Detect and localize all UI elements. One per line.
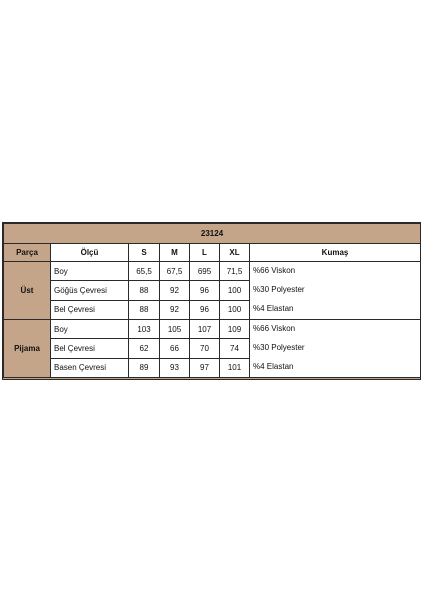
value-xl: 74 xyxy=(220,339,250,358)
header-size-xl: XL xyxy=(220,244,250,262)
measure-cell: Boy xyxy=(51,262,129,281)
header-olcu: Ölçü xyxy=(51,244,129,262)
fabric-line: %4 Elastan xyxy=(253,362,294,371)
value-xl: 100 xyxy=(220,281,250,300)
value-l: 107 xyxy=(190,320,220,339)
measure-cell: Bel Çevresi xyxy=(51,300,129,319)
value-l: 96 xyxy=(190,300,220,319)
value-m: 105 xyxy=(160,320,190,339)
value-l: 70 xyxy=(190,339,220,358)
fabric-line: %66 Viskon xyxy=(253,266,296,275)
value-l: 695 xyxy=(190,262,220,281)
value-s: 88 xyxy=(129,281,160,300)
fabric-cell xyxy=(250,320,421,378)
size-chart-table xyxy=(3,223,421,378)
fabric-line: %4 Elastan xyxy=(253,304,294,313)
group-label-ust: Üst xyxy=(4,262,51,320)
value-xl: 109 xyxy=(220,320,250,339)
table-row xyxy=(4,320,421,339)
fabric-line: %30 Polyester xyxy=(253,285,305,294)
value-l: 96 xyxy=(190,281,220,300)
measure-cell: Boy xyxy=(51,320,129,339)
value-xl: 100 xyxy=(220,300,250,319)
header-size-l: L xyxy=(190,244,220,262)
group-label-pijama: Pijama xyxy=(4,320,51,378)
header-kumas: Kumaş xyxy=(250,244,421,262)
size-chart-panel xyxy=(2,222,421,380)
value-s: 62 xyxy=(129,339,160,358)
header-size-s: S xyxy=(129,244,160,262)
measure-cell: Bel Çevresi xyxy=(51,339,129,358)
value-m: 92 xyxy=(160,300,190,319)
value-m: 67,5 xyxy=(160,262,190,281)
value-l: 97 xyxy=(190,358,220,377)
value-s: 88 xyxy=(129,300,160,319)
header-row xyxy=(4,244,421,262)
value-m: 66 xyxy=(160,339,190,358)
fabric-line: %30 Polyester xyxy=(253,343,305,352)
value-xl: 101 xyxy=(220,358,250,377)
value-m: 92 xyxy=(160,281,190,300)
fabric-cell xyxy=(250,262,421,320)
value-s: 65,5 xyxy=(129,262,160,281)
header-size-m: M xyxy=(160,244,190,262)
product-code: 23124 xyxy=(4,224,421,244)
fabric-line: %66 Viskon xyxy=(253,324,296,333)
table-row xyxy=(4,262,421,281)
value-m: 93 xyxy=(160,358,190,377)
header-parca: Parça xyxy=(4,244,51,262)
value-s: 103 xyxy=(129,320,160,339)
value-s: 89 xyxy=(129,358,160,377)
value-xl: 71,5 xyxy=(220,262,250,281)
measure-cell: Basen Çevresi xyxy=(51,358,129,377)
measure-cell: Göğüs Çevresi xyxy=(51,281,129,300)
